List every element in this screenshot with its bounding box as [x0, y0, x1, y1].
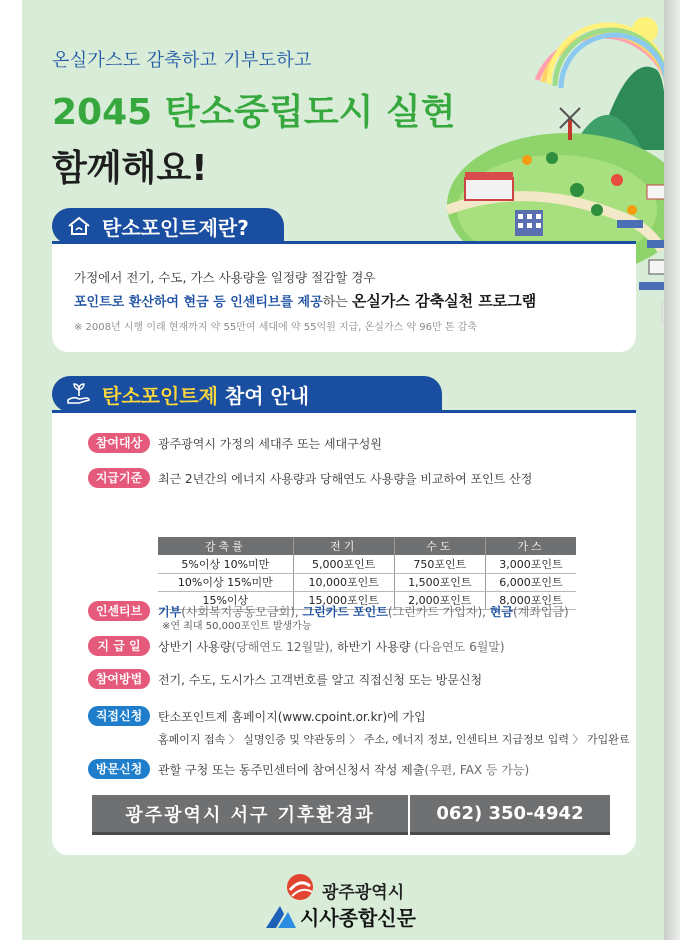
page-edge-shadow [664, 0, 680, 940]
payday-first-half: 상반기 사용량 [158, 639, 232, 654]
section2-card [52, 413, 636, 855]
header-reduction: 감축률 [158, 537, 293, 555]
definition-blue-text: 포인트로 환산하여 현금 등 인센티브를 제공 [74, 295, 323, 310]
header-gas: 가스 [485, 537, 576, 555]
definition-plain-text: 하는 [322, 295, 352, 310]
section2-title-rest: 참여 안내 [217, 383, 310, 408]
table-note: ※연 최대 50,000포인트 발생가능 [162, 621, 312, 632]
participants-row [88, 433, 382, 453]
incentive-donation: 기부 [158, 604, 182, 619]
table-cell: 15,000포인트 [293, 591, 394, 609]
section2-title [102, 380, 309, 409]
points-table [158, 537, 576, 610]
incentive-badge: 인센티브 [88, 601, 150, 621]
table-row [158, 555, 576, 573]
together-text: 함께해요! [52, 148, 208, 189]
visit-text [158, 761, 529, 778]
incentive-cash: 현금 [489, 604, 513, 619]
participants-badge: 참여대상 [88, 433, 150, 453]
method-badge: 참여방법 [88, 669, 150, 689]
incentive-donation-detail: (사회복지공동모금회), [181, 604, 303, 619]
section1-card [52, 244, 636, 352]
payday-text [158, 638, 505, 655]
contact-bar [92, 795, 610, 835]
incentive-greencard-detail: (그린카드 가입자), [387, 604, 490, 619]
headline: 2045 탄소중립도시 실현 [52, 92, 456, 133]
payday-second-half: 하반기 사용량 [337, 639, 411, 654]
direct-text: 탄소포인트제 홈페이지(www.cpoint.or.kr)에 가입 [158, 709, 426, 724]
table-cell: 8,000포인트 [485, 591, 576, 609]
visit-row [88, 759, 529, 779]
criteria-text: 최근 2년간의 에너지 사용량과 당해연도 사용량을 비교하여 포인트 산정 [158, 471, 533, 486]
payday-row [88, 636, 505, 656]
payday-second-half-detail: (다음연도 6월말) [410, 639, 505, 654]
incentive-cash-detail: (계좌입금) [512, 604, 569, 619]
table-cell: 10,000포인트 [293, 573, 394, 591]
header-electricity: 전기 [293, 537, 394, 555]
footer-newspaper-name: 시사종합신문 [300, 906, 416, 930]
hand-sprout-icon [66, 382, 92, 406]
house-icon [66, 215, 92, 237]
definition-note: ※ 2008년 시행 이래 현재까지 약 55만여 세대에 약 55억원 지급, 온실가스 약 96만 톤 감축 [74, 322, 478, 333]
visit-badge: 방문신청 [88, 759, 150, 779]
criteria-badge: 지급기준 [88, 468, 150, 488]
section1-tab [52, 208, 284, 244]
table-cell: 3,000포인트 [485, 555, 576, 573]
table-cell: 1,500포인트 [394, 573, 485, 591]
table-cell: 750포인트 [394, 555, 485, 573]
contact-org: 광주광역시 서구 기후환경과 [92, 795, 408, 835]
section1-title: 탄소포인트제란? [102, 215, 249, 240]
footer-city-name: 광주광역시 [322, 883, 405, 903]
table-cell: 5,000포인트 [293, 555, 394, 573]
section2-title-highlight: 탄소포인트제 [102, 383, 218, 408]
definition-program-text: 온실가스 감축실천 프로그램 [351, 292, 537, 310]
footer-logo [262, 872, 432, 932]
intro-text: 온실가스도 감축하고 기부도하고 [52, 50, 312, 71]
payday-first-half-detail: (당해연도 12월말), [231, 639, 338, 654]
visit-main: 관할 구청 또는 동주민센터에 참여신청서 작성 제출 [158, 762, 425, 777]
method-row [88, 669, 482, 689]
visit-detail: (우편, FAX 등 가능) [424, 762, 530, 777]
definition-line1: 가정에서 전기, 수도, 가스 사용량을 일정량 절감할 경우 [74, 270, 376, 285]
poster [22, 0, 664, 940]
incentive-greencard: 그린카드 포인트 [302, 604, 388, 619]
table-row [158, 573, 576, 591]
table-cell: 2,000포인트 [394, 591, 485, 609]
direct-row [88, 706, 426, 726]
definition-line2 [74, 290, 536, 311]
direct-steps: 홈페이지 접속 〉 실명인증 및 약관동의 〉 주소, 에너지 정보, 인센티브 지급정보 입력 〉 가입완료 [158, 733, 630, 746]
participants-text: 광주광역시 가정의 세대주 또는 세대구성원 [158, 436, 382, 451]
method-text: 전기, 수도, 도시가스 고객번호를 알고 직접신청 또는 방문신청 [158, 672, 483, 687]
table-cell: 15%이상 [158, 591, 293, 609]
direct-badge: 직접신청 [88, 706, 150, 726]
table-cell: 5%이상 10%미만 [158, 555, 293, 573]
table-cell: 6,000포인트 [485, 573, 576, 591]
gwangju-emblem-icon [280, 872, 320, 902]
section2-tab [52, 376, 442, 412]
criteria-row [88, 468, 532, 488]
incentive-text [158, 603, 569, 620]
contact-phone: 062) 350-4942 [410, 795, 610, 835]
incentive-row [88, 601, 569, 621]
header-water: 수도 [394, 537, 485, 555]
payday-badge: 지 급 일 [88, 636, 150, 656]
points-table-header [158, 537, 576, 555]
table-cell: 10%이상 15%미만 [158, 573, 293, 591]
newspaper-logo-icon [264, 902, 298, 930]
